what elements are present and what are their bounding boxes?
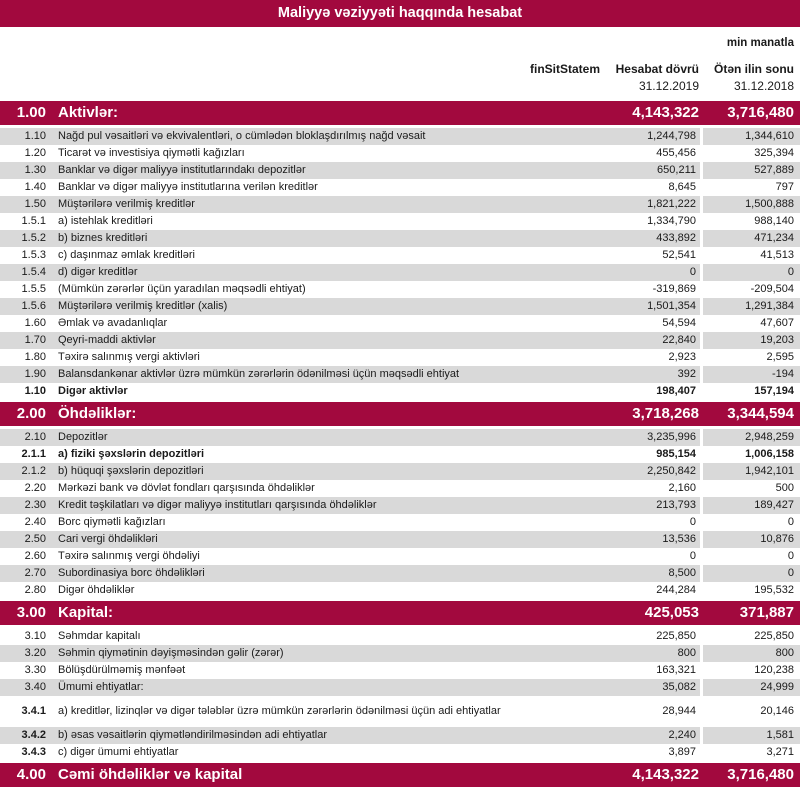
current-value: 0 bbox=[600, 548, 703, 565]
current-value: 1,244,798 bbox=[600, 128, 703, 145]
row-code: 1.5.2 bbox=[21, 232, 46, 244]
row-label: c) digər ümumi ehtiyatlar bbox=[58, 746, 179, 758]
prior-value: 800 bbox=[775, 647, 794, 659]
row-code: 2.80 bbox=[24, 584, 46, 596]
prior-value: 325,394 bbox=[754, 147, 794, 159]
row-label: d) digər kreditlər bbox=[58, 266, 138, 278]
row-label: a) istehlak kreditləri bbox=[58, 215, 153, 227]
current-value: 1,821,222 bbox=[600, 196, 703, 213]
statement-table bbox=[0, 99, 800, 790]
row-code: 1.00 bbox=[16, 104, 46, 121]
prior-value: 3,716,480 bbox=[727, 766, 794, 783]
prior-value: 3,716,480 bbox=[727, 104, 794, 121]
current-value: 4,143,322 bbox=[632, 766, 699, 783]
prior-value: 19,203 bbox=[760, 334, 794, 346]
row-label: Subordinasiya borc öhdəlikləri bbox=[58, 567, 205, 579]
prior-value: 47,607 bbox=[760, 317, 794, 329]
table-row bbox=[0, 645, 800, 662]
row-label: Banklar və digər maliyyə institutlarındakı depozitlər bbox=[58, 164, 306, 176]
prior-period-date: 31.12.2018 bbox=[733, 79, 794, 93]
prior-value: 3,271 bbox=[766, 746, 794, 758]
row-code: 2.1.1 bbox=[21, 448, 46, 460]
current-value: 225,850 bbox=[600, 628, 703, 645]
row-code: 2.50 bbox=[24, 533, 46, 545]
current-value: 4,143,322 bbox=[632, 104, 699, 121]
prior-value: 2,948,259 bbox=[745, 431, 794, 443]
table-row bbox=[0, 628, 800, 645]
current-value: 163,321 bbox=[600, 662, 703, 679]
table-row bbox=[0, 145, 800, 162]
prior-value: 1,942,101 bbox=[745, 465, 794, 477]
row-code: 1.5.4 bbox=[21, 266, 46, 278]
prior-value: -194 bbox=[771, 368, 794, 380]
prior-value: 527,889 bbox=[754, 164, 794, 176]
prior-value: 371,887 bbox=[739, 604, 794, 621]
row-label: Borc qiymətli kağızları bbox=[58, 516, 166, 528]
row-label: Cari vergi öhdəlikləri bbox=[58, 533, 158, 545]
table-row bbox=[0, 696, 800, 727]
row-code: 1.20 bbox=[24, 147, 46, 159]
row-code: 3.20 bbox=[24, 647, 46, 659]
prior-value: 20,146 bbox=[760, 705, 794, 717]
report-title: Maliyyə vəziyyəti haqqında hesabat bbox=[277, 5, 523, 21]
row-code: 2.10 bbox=[24, 431, 46, 443]
current-value: 28,944 bbox=[600, 696, 703, 727]
row-label: Cəmi öhdəliklər və kapital bbox=[58, 766, 243, 783]
table-row bbox=[0, 196, 800, 213]
row-label: Digər aktivlər bbox=[58, 385, 128, 397]
current-value: 0 bbox=[600, 264, 703, 281]
table-row bbox=[0, 383, 800, 400]
row-label: b) hüquqi şəxslərin depozitləri bbox=[58, 465, 204, 477]
row-label: (Mümkün zərərlər üçün yaradılan məqsədli ehtiyat) bbox=[58, 283, 306, 295]
current-value: 35,082 bbox=[600, 679, 703, 696]
prior-period-header: Ötən ilin sonu bbox=[714, 62, 794, 76]
table-row bbox=[0, 349, 800, 366]
current-value: 22,840 bbox=[600, 332, 703, 349]
table-row bbox=[0, 213, 800, 230]
row-label: Aktivlər: bbox=[58, 104, 119, 121]
row-code: 1.30 bbox=[24, 164, 46, 176]
current-value: 455,456 bbox=[600, 145, 703, 162]
row-code: 1.50 bbox=[24, 198, 46, 210]
table-row bbox=[0, 264, 800, 281]
row-code: 1.5.3 bbox=[21, 249, 46, 261]
row-code: 2.20 bbox=[24, 482, 46, 494]
prior-value: 3,344,594 bbox=[727, 405, 794, 422]
row-label: Nağd pul vəsaitləri və ekvivalentləri, o cümlədən bloklaşdırılmış nağd vəsait bbox=[58, 130, 426, 142]
row-code: 1.80 bbox=[24, 351, 46, 363]
row-code: 1.5.1 bbox=[21, 215, 46, 227]
row-label: Digər öhdəliklər bbox=[58, 584, 135, 596]
prior-value: 0 bbox=[787, 567, 794, 579]
table-row bbox=[0, 582, 800, 599]
section-total-row bbox=[0, 761, 800, 790]
table-row bbox=[0, 179, 800, 196]
row-label: Müştərilərə verilmiş kreditlər (xalis) bbox=[58, 300, 228, 312]
prior-value: 10,876 bbox=[760, 533, 794, 545]
prior-value: 1,006,158 bbox=[745, 448, 794, 460]
prior-value: 24,999 bbox=[760, 681, 794, 693]
prior-value: 41,513 bbox=[760, 249, 794, 261]
table-row bbox=[0, 727, 800, 744]
current-value: 650,211 bbox=[600, 162, 703, 179]
column-header-row bbox=[0, 61, 800, 78]
row-code: 4.00 bbox=[16, 766, 46, 783]
row-label: Kapital: bbox=[58, 604, 114, 621]
table-row bbox=[0, 679, 800, 696]
row-code: 1.90 bbox=[24, 368, 46, 380]
row-code: 3.30 bbox=[24, 664, 46, 676]
row-code: 3.4.1 bbox=[21, 705, 46, 717]
current-value: 8,645 bbox=[600, 179, 703, 196]
current-value: 244,284 bbox=[600, 582, 703, 599]
row-code: 2.30 bbox=[24, 499, 46, 511]
table-row bbox=[0, 531, 800, 548]
table-row bbox=[0, 463, 800, 480]
row-code: 2.70 bbox=[24, 567, 46, 579]
current-value: 8,500 bbox=[600, 565, 703, 582]
current-value: 52,541 bbox=[600, 247, 703, 264]
row-label: Bölüşdürülməmiş mənfəət bbox=[58, 664, 186, 676]
prior-value: 0 bbox=[787, 550, 794, 562]
table-row bbox=[0, 366, 800, 383]
row-code: 3.4.2 bbox=[21, 729, 46, 741]
row-code: 1.40 bbox=[24, 181, 46, 193]
row-code: 2.40 bbox=[24, 516, 46, 528]
units-label: min manatla bbox=[726, 37, 794, 49]
row-label: b) biznes kreditləri bbox=[58, 232, 148, 244]
row-code: 1.60 bbox=[24, 317, 46, 329]
current-value: 2,160 bbox=[600, 480, 703, 497]
table-row bbox=[0, 315, 800, 332]
current-period-header: Hesabat dövrü bbox=[615, 62, 699, 76]
row-code: 3.00 bbox=[16, 604, 46, 621]
current-value: 392 bbox=[600, 366, 703, 383]
row-label: Ümumi ehtiyatlar: bbox=[58, 681, 144, 693]
prior-value: 471,234 bbox=[754, 232, 794, 244]
current-value: 54,594 bbox=[600, 315, 703, 332]
table-row bbox=[0, 548, 800, 565]
table-row bbox=[0, 662, 800, 679]
table-row bbox=[0, 480, 800, 497]
row-label: Öhdəliklər: bbox=[58, 405, 137, 422]
prior-value: 189,427 bbox=[754, 499, 794, 511]
prior-value: -209,504 bbox=[750, 283, 794, 295]
current-value: -319,869 bbox=[600, 281, 703, 298]
row-code: 1.5.6 bbox=[21, 300, 46, 312]
row-label: Balansdankənar aktivlər üzrə mümkün zərərlərin ödənilməsi üçün məqsədli ehtiyat bbox=[58, 368, 460, 380]
table-row bbox=[0, 497, 800, 514]
row-label: Kredit təşkilatları və digər maliyyə institutları qarşısında öhdəliklər bbox=[58, 499, 377, 511]
prior-value: 1,581 bbox=[766, 729, 794, 741]
row-label: Banklar və digər maliyyə institutlarına verilən kreditlər bbox=[58, 181, 318, 193]
section-total-row bbox=[0, 400, 800, 429]
prior-value: 120,238 bbox=[754, 664, 794, 676]
row-code: 2.60 bbox=[24, 550, 46, 562]
row-label: Təxirə salınmış vergi öhdəliyi bbox=[58, 550, 200, 562]
section-total-row bbox=[0, 599, 800, 628]
ref-column-spacer bbox=[0, 78, 600, 95]
current-value: 433,892 bbox=[600, 230, 703, 247]
prior-value: 988,140 bbox=[754, 215, 794, 227]
row-label: Səhmdar kapitalı bbox=[58, 630, 141, 642]
row-code: 3.40 bbox=[24, 681, 46, 693]
row-label: Ticarət və investisiya qiymətli kağızları bbox=[58, 147, 245, 159]
report-title-banner bbox=[0, 0, 800, 27]
row-code: 1.10 bbox=[24, 385, 46, 397]
table-row bbox=[0, 429, 800, 446]
current-value: 985,154 bbox=[600, 446, 703, 463]
row-code: 2.1.2 bbox=[21, 465, 46, 477]
prior-value: 225,850 bbox=[754, 630, 794, 642]
row-label: a) fiziki şəxslərin depozitləri bbox=[58, 448, 205, 460]
row-code: 1.5.5 bbox=[21, 283, 46, 295]
table-row bbox=[0, 298, 800, 315]
row-label: c) daşınmaz əmlak kreditləri bbox=[58, 249, 195, 261]
row-code: 2.00 bbox=[16, 405, 46, 422]
prior-value: 157,194 bbox=[754, 385, 794, 397]
row-label: Əmlak və avadanlıqlar bbox=[58, 317, 168, 329]
current-value: 3,718,268 bbox=[632, 405, 699, 422]
column-date-row bbox=[0, 78, 800, 95]
table-row bbox=[0, 565, 800, 582]
current-value: 198,407 bbox=[600, 383, 703, 400]
current-value: 13,536 bbox=[600, 531, 703, 548]
table-row bbox=[0, 128, 800, 145]
table-row bbox=[0, 514, 800, 531]
prior-value: 0 bbox=[787, 516, 794, 528]
current-period-date: 31.12.2019 bbox=[638, 79, 699, 93]
current-value: 1,501,354 bbox=[600, 298, 703, 315]
row-code: 1.70 bbox=[24, 334, 46, 346]
current-value: 1,334,790 bbox=[600, 213, 703, 230]
ref-column-header: finSitStatem bbox=[529, 62, 600, 76]
row-label: a) kreditlər, lizinqlər və digər tələblər üzrə mümkün zərərlərin ödənilməsi üçün adi ehtiyatlar bbox=[58, 705, 501, 717]
table-row bbox=[0, 247, 800, 264]
prior-value: 195,532 bbox=[754, 584, 794, 596]
current-value: 0 bbox=[600, 514, 703, 531]
current-value: 800 bbox=[600, 645, 703, 662]
table-row bbox=[0, 446, 800, 463]
table-row bbox=[0, 332, 800, 349]
row-code: 3.4.3 bbox=[21, 746, 46, 758]
current-value: 2,250,842 bbox=[600, 463, 703, 480]
section-total-row bbox=[0, 99, 800, 128]
table-row bbox=[0, 744, 800, 761]
prior-value: 500 bbox=[775, 482, 794, 494]
row-label: Müştərilərə verilmiş kreditlər bbox=[58, 198, 195, 210]
row-code: 3.10 bbox=[24, 630, 46, 642]
current-value: 3,235,996 bbox=[600, 429, 703, 446]
table-row bbox=[0, 281, 800, 298]
row-label: Depozitlər bbox=[58, 431, 108, 443]
current-value: 213,793 bbox=[600, 497, 703, 514]
table-row bbox=[0, 230, 800, 247]
prior-value: 1,291,384 bbox=[745, 300, 794, 312]
prior-value: 797 bbox=[775, 181, 794, 193]
current-value: 425,053 bbox=[644, 604, 699, 621]
row-label: Təxirə salınmış vergi aktivləri bbox=[58, 351, 200, 363]
row-label: Səhmin qiymətinin dəyişməsindən gəlir (zərər) bbox=[58, 647, 284, 659]
row-label: Qeyri-maddi aktivlər bbox=[58, 334, 156, 346]
prior-value: 0 bbox=[787, 266, 794, 278]
row-label: Mərkəzi bank və dövlət fondları qarşısında öhdəliklər bbox=[58, 482, 315, 494]
prior-value: 1,344,610 bbox=[745, 130, 794, 142]
current-value: 2,240 bbox=[600, 727, 703, 744]
prior-value: 1,500,888 bbox=[745, 198, 794, 210]
current-value: 3,897 bbox=[600, 744, 703, 761]
row-label: b) əsas vəsaitlərin qiymətləndirilməsindən adi ehtiyatlar bbox=[58, 729, 328, 741]
table-row bbox=[0, 162, 800, 179]
row-code: 1.10 bbox=[24, 130, 46, 142]
current-value: 2,923 bbox=[600, 349, 703, 366]
prior-value: 2,595 bbox=[766, 351, 794, 363]
